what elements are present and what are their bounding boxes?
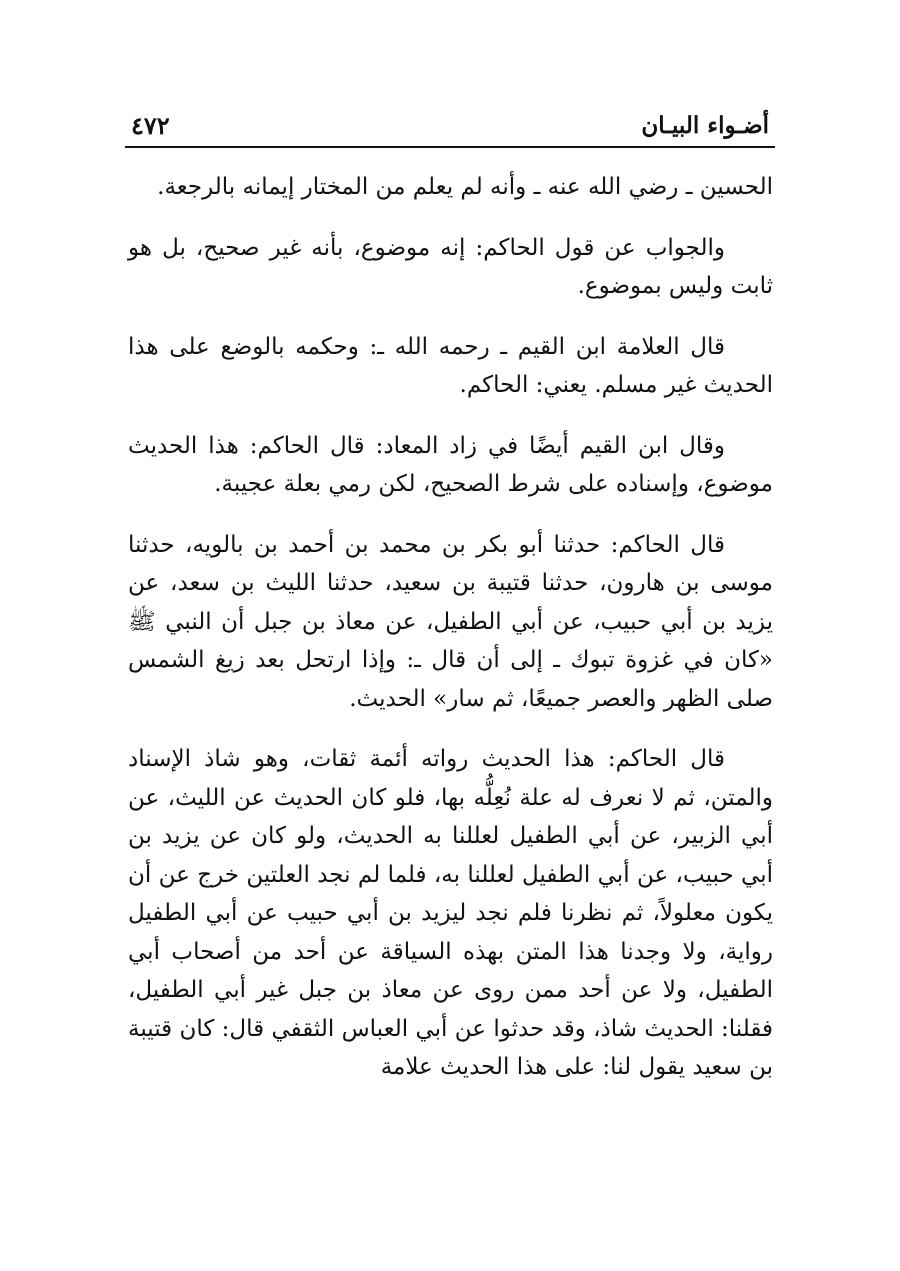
paragraph-continuation: الحسين ـ رضي الله عنه ـ وأنه لم يعلم من المختار إيمانه بالرجعة. <box>157 174 773 200</box>
page-body <box>128 168 773 1087</box>
paragraph-zad-al-maad: وقال ابن القيم أيضًا في زاد المعاد: قال الحاكم: هذا الحديث موضوع، وإسناده على شرط الصحيح، لكن رمي بعلة عجيبة. <box>128 432 773 497</box>
book-title: أضـواء البيـان <box>641 112 769 139</box>
header-divider <box>125 146 775 148</box>
page-number: ٤٧٢ <box>131 111 170 140</box>
paragraph-ibn-qayyim-quote: قال العلامة ابن القيم ـ رحمه الله ـ: وحكمه بالوضع على هذا الحديث غير مسلم. يعني: الحاكم. <box>128 333 773 398</box>
paragraph-answer: والجواب عن قول الحاكم: إنه موضوع، بأنه غير صحيح، بل هو ثابت وليس بموضوع. <box>128 234 773 299</box>
paragraph-hakim-analysis: قال الحاكم: هذا الحديث رواته أئمة ثقات، وهو شاذ الإسناد والمتن، ثم لا نعرف له علة نُعِلُّه بها، فلو كان الحديث عن الليث، عن أبي الزبير، عن أبي الطفيل لعللنا به الحديث، ولو كان عن يزيد بن أبي حبيب، عن أبي الطفيل لعللنا به، فلما لم نجد العلتين خرج عن أن يكون معلولاً، ثم نظرنا فلم نجد ليزيد بن أبي حبيب عن أبي الطفيل رواية، ولا وجدنا هذا المتن بهذه السياقة عن أحد من أصحاب أبي الطفيل، ولا عن أحد ممن روى عن معاذ بن جبل غير أبي الطفيل، فقلنا: الحديث شاذ، وقد حدثوا عن أبي العباس الثقفي قال: كان قتيبة بن سعيد يقول لنا: على هذا الحديث علامة <box>128 746 773 1080</box>
page-header <box>125 108 775 144</box>
paragraph-hadith-isnad: قال الحاكم: حدثنا أبو بكر بن محمد بن أحمد بن بالويه، حدثنا موسى بن هارون، حدثنا قتيبة بن سعيد، حدثنا الليث بن سعد، عن يزيد بن أبي حبيب، عن أبي الطفيل، عن معاذ بن جبل أن النبي ﷺ «كان في غزوة تبوك ـ إلى أن قال ـ: وإذا ارتحل بعد زيغ الشمس صلى الظهر والعصر جميعًا، ثم سار» الحديث. <box>128 531 773 712</box>
